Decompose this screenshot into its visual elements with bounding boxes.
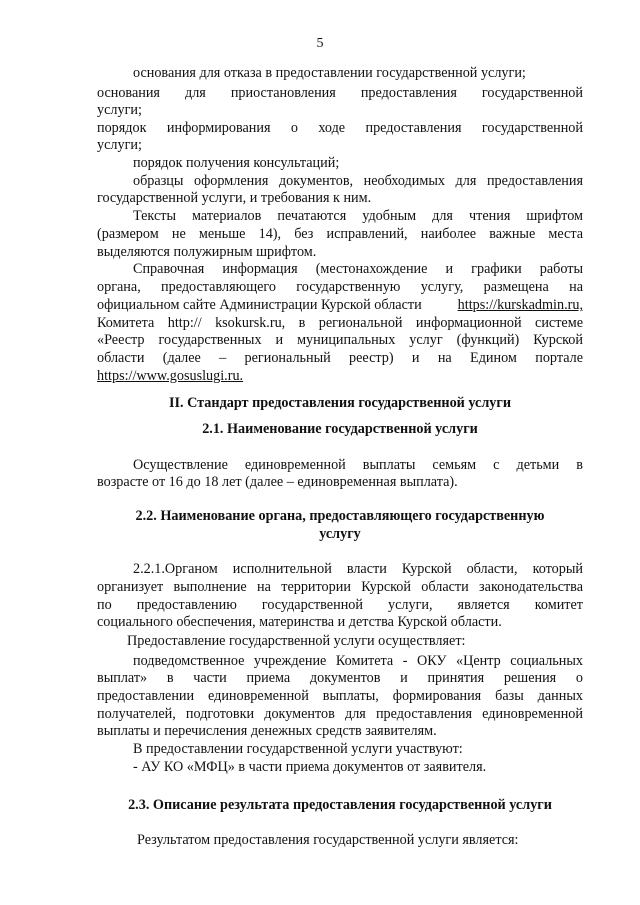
text-line: возрасте от 16 до 18 лет (далее – единовременная выплата). (97, 474, 458, 490)
text-line: порядок информирования о ходе предоставления государственной (97, 120, 583, 136)
text-line: услуги; (97, 137, 142, 153)
text-line: основания для приостановления предоставления государственной (97, 85, 583, 101)
kurskadmin-link[interactable]: https://kurskadmin.ru, (457, 297, 583, 313)
text-line: выплат» в части приема документов и принятия решения о (97, 670, 583, 686)
text-line: - АУ КО «МФЦ» в части приема документов от заявителя. (133, 759, 487, 775)
section-title: II. Стандарт предоставления государственной услуги (168, 395, 512, 411)
text-line: подведомственное учреждение Комитета - ОКУ «Центр социальных (133, 653, 583, 669)
text-line: основания для отказа в предоставлении государственной услуги; (133, 65, 526, 81)
subsection-title-2-1: 2.1. Наименование государственной услуги (202, 421, 478, 437)
text-line: Осуществление единовременной выплаты семьям с детьми в (133, 457, 583, 473)
text-line: выделяются полужирным шрифтом. (97, 244, 317, 260)
text-line: области (далее – региональный реестр) и на Едином портале (97, 350, 583, 366)
text-line: порядок получения консультаций; (133, 155, 340, 171)
subsection-title-2-2: 2.2. Наименование органа, предоставляющего государственную (135, 508, 545, 524)
text-line: Результатом предоставления государственной услуги является: (137, 832, 519, 848)
text-line: Предоставление государственной услуги осуществляет: (127, 633, 466, 649)
text-line: государственной услуги, и требования к ним. (97, 190, 372, 206)
text-line: Комитета http:// ksokursk.ru, в региональной информационной системе (97, 315, 583, 331)
page-number: 5 (316, 36, 324, 51)
text-line: выплаты и перечисления денежных средств заявителям. (97, 723, 437, 739)
subsection-title-2-3: 2.3. Описание результата предоставления государственной услуги (128, 797, 552, 813)
subsection-title-2-2-cont: услугу (319, 526, 361, 542)
text-line: Тексты материалов печатаются удобным для чтения шрифтом (133, 208, 583, 224)
text-line: по предоставлению государственной услуги, является комитет (97, 597, 583, 613)
text-line: «Реестр государственных и муниципальных услуг (функций) Курской (97, 332, 583, 348)
text-line: Справочная информация (местонахождение и графики работы (133, 261, 583, 277)
text-line: (размером не меньше 14), без исправлений, наиболее важные места (97, 226, 583, 242)
gosuslugi-link[interactable]: https://www.gosuslugi.ru. (97, 368, 244, 384)
text-line: 2.2.1.Органом исполнительной власти Курской области, который (133, 561, 583, 577)
text-line: услуги; (97, 102, 142, 118)
text-line: В предоставлении государственной услуги участвуют: (133, 741, 463, 757)
text-line-with-link (97, 296, 583, 314)
text-line: получателей, подготовки документов для предоставления единовременной (97, 706, 583, 722)
text-line: образцы оформления документов, необходимых для предоставления (133, 173, 583, 189)
text-line: предоставлении единовременной выплаты, формирования базы данных (97, 688, 583, 704)
text-line: органа, предоставляющего государственную услугу, размещена на (97, 279, 583, 295)
text-line: социального обеспечения, материнства и детства Курской области. (97, 614, 502, 630)
text-line: организует выполнение на территории Курской области законодательства (97, 579, 583, 595)
text-line: официальном сайте Администрации Курской области (97, 297, 422, 313)
